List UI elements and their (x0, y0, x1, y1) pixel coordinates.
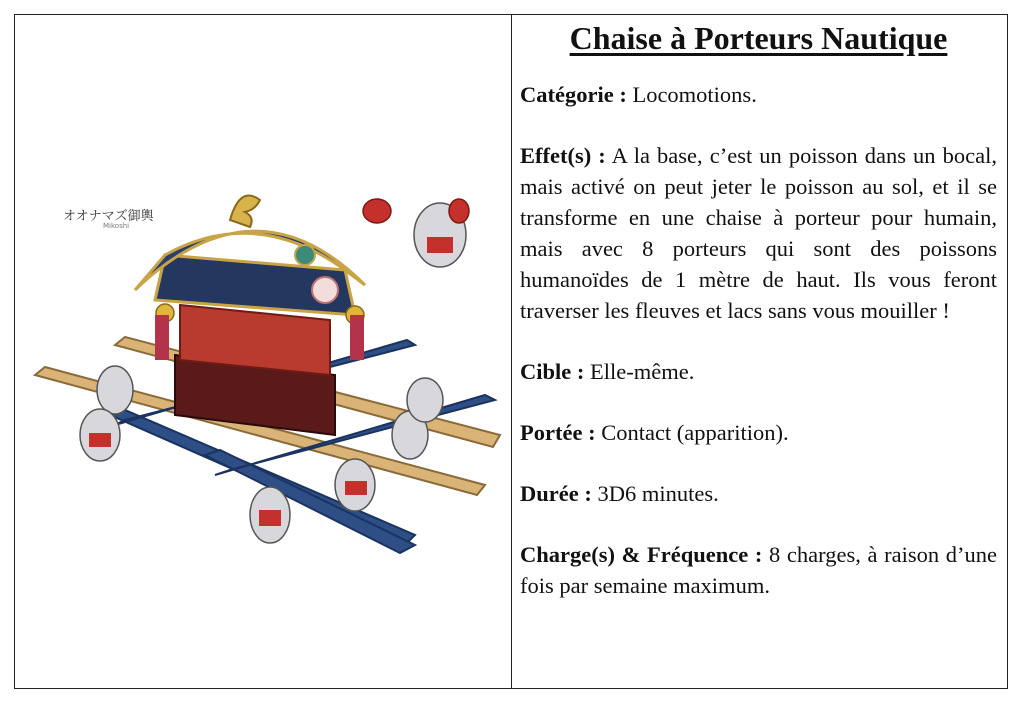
palanquin-body (135, 196, 365, 436)
duration-line (520, 478, 997, 509)
category-value: Locomotions. (626, 82, 757, 107)
target-label: Cible : (520, 359, 585, 384)
charges-line (520, 539, 997, 601)
category-label: Catégorie : (520, 82, 627, 107)
effect-value: A la base, c’est un poisson dans un bocal, mais activé on peut jeter le poisson au sol, et il se transforme en une chaise à porteur pour humain, mais avec 8 porteurs qui sont des poissons humanoïdes de 1 mètre de haut. Ils vous feront traverser les fleuves et lacs sans vous mouiller ! (520, 143, 997, 323)
duration-value: 3D6 minutes. (591, 481, 719, 506)
target-value: Elle-même. (584, 359, 695, 384)
duration-label: Durée : (520, 481, 592, 506)
illustration-signature: Mikoshi (103, 222, 130, 230)
effect-line (520, 140, 997, 326)
palanquin-illustration (15, 15, 511, 688)
range-line (520, 417, 997, 448)
category-line (520, 79, 997, 110)
range-value: Contact (apparition). (595, 420, 789, 445)
item-card (14, 14, 1008, 689)
fans (363, 199, 469, 223)
illustration-caption: オオナマズ御輿 (63, 209, 154, 224)
effect-label: Effet(s) : (520, 143, 606, 168)
illustration-panel (15, 15, 512, 688)
description-panel (512, 15, 1007, 688)
range-label: Portée : (520, 420, 596, 445)
target-line (520, 356, 997, 387)
charges-label: Charge(s) & Fréquence : (520, 542, 763, 567)
card-title: Chaise à Porteurs Nautique (569, 20, 948, 56)
charges-value: 8 charges, à raison d’une fois par semaine maximum. (520, 542, 997, 598)
